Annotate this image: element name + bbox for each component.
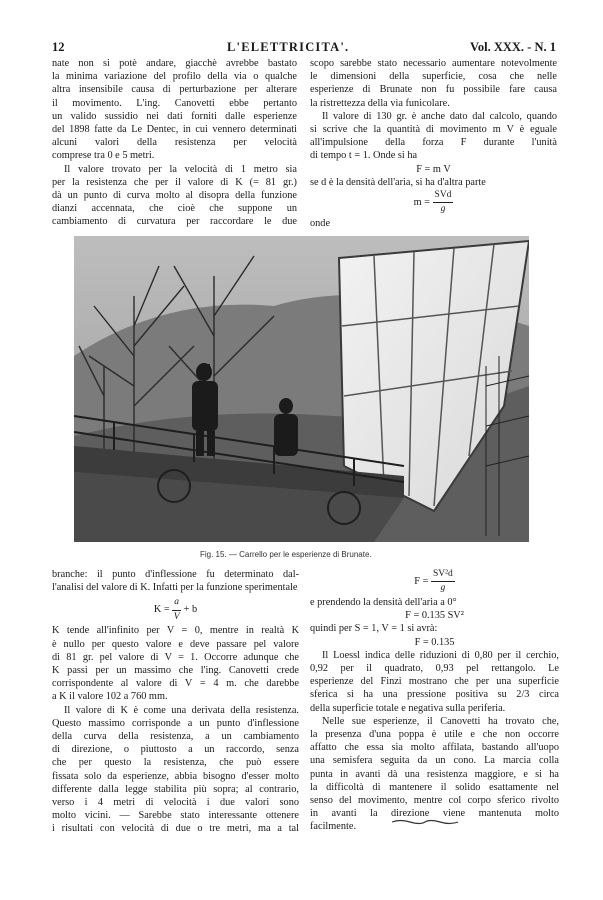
text-line: e prendendo la densità dell'aria a 0° — [310, 597, 457, 608]
text-line: di 81 gr. pel valore di V = 1. Occorre adunque che — [52, 651, 299, 663]
photograph-cart — [74, 236, 529, 542]
text-line: del 1898 fatte da Le Dentec, in cui vennero determinati — [52, 124, 297, 136]
text-line: della curva della resistenza, a un cambiamento — [52, 731, 299, 743]
page-number: 12 — [52, 40, 65, 54]
text-line: Il valore di 130 gr. è anche dato dal calcolo, quando — [322, 110, 557, 122]
text-line: scopo sarebbe stato necessario aumentare notevolmente — [310, 58, 557, 69]
column-bottom-right — [310, 568, 559, 834]
equation-fraction — [431, 568, 455, 595]
page-header — [52, 40, 556, 56]
volume-issue: Vol. XXX. - N. 1 — [470, 40, 556, 54]
fraction-numerator: SV²d — [431, 568, 455, 582]
text-line: sferica si ha una pressione positiva su 2/3 circa — [310, 689, 559, 701]
text-line: Il Loessl indica delle riduzioni di 0,80 per il cerchio, — [322, 649, 559, 661]
text-line: se d è la densità dell'aria, si ha d'altra parte — [310, 176, 486, 188]
text-line: comprese tra 0 e 5 metri. — [52, 150, 155, 162]
text-line: K passi per un massimo che l'ing. Canovetti crede — [52, 665, 299, 677]
text-line: branche: il punto d'inflessione fu determinato dal- — [52, 569, 299, 580]
fraction-denominator: g — [440, 204, 446, 215]
text-line: la presenza d'una poppa è utile e che non occorre — [310, 729, 559, 741]
text-line: nate non si potè andare, giacchè avrebbe bastato — [52, 58, 297, 69]
text-line: senso del movimento, mentre col corpo sferico rivolto — [310, 795, 559, 807]
text-line: una semisfera seguita da un cono. La marcia colla — [310, 755, 559, 767]
text-line: corrispondente al valore di V = 4 m. che darebbe — [52, 678, 299, 690]
text-line: 0,92 per il quadrato, 0,93 pel rettangolo. Le — [310, 663, 559, 675]
text-line: K tende all'infinito per V = 0, mentre in realtà K — [52, 625, 299, 637]
text-line: le dimensioni della superficie, cosa che nelle — [310, 71, 557, 83]
text-line: onde — [310, 218, 331, 230]
text-line: in avanti la direzione viene mantenuta molto — [310, 808, 559, 820]
text-line: per la resistenza che per il valore di K (= 81 gr.) — [52, 176, 297, 188]
text-line: la ristrettezza della via funicolare. — [310, 97, 450, 109]
text-line: affatto che essa sia molto affilata, bastando all'uopo — [310, 742, 559, 754]
text-line: della superficie totale e negativa sulla periferia. — [310, 702, 506, 714]
equation-force — [310, 568, 559, 596]
text-line: la minima variazione del profilo della via o qualche — [52, 71, 297, 83]
text-line: si scrive che la quantità di movimento m V è eguale — [310, 124, 557, 136]
end-ornament — [390, 818, 460, 826]
fraction-denominator: g — [440, 583, 446, 594]
text-line: di tempo t = 1. Onde si ha — [310, 150, 418, 162]
text-line: cambiamento di curvatura per raccordare le due — [52, 216, 297, 228]
text-line: verso i 4 metri di velocità i due valori sono — [52, 797, 299, 809]
text-line: il movimento. L'ing. Canovetti ebbe pertanto — [52, 97, 297, 109]
text-line: di direzione, o piuttosto a un raccordo, senza — [52, 744, 299, 756]
column-bottom-left — [52, 568, 299, 836]
text-line: differente dalla legge stabilita più sopra; al contrario, — [52, 783, 299, 795]
text-line: esperienze del Finzi mostrano che per una superficie — [310, 676, 559, 688]
text-line: che per questo la resistenza, che può essere — [52, 757, 299, 769]
photo-illustration — [74, 236, 529, 542]
text-line: un valido sussidio nei dati forniti dalle esperienze — [52, 110, 297, 122]
text-line: Il valore trovato per la velocità di 1 metro sia — [64, 163, 297, 175]
equation-mass — [310, 189, 557, 215]
equation-rhs: + b — [183, 604, 198, 616]
text-line: la difficoltà di mantenere il solido esattamente nel — [310, 781, 559, 793]
text-line: è nullo per questo valore e deve passare pel valore — [52, 638, 299, 650]
equation-lhs: F = — [414, 576, 429, 588]
text-line: all'impulsione della forza F durante l'unità — [310, 137, 557, 149]
text-line: a K il valore 102 a 760 mm. — [52, 691, 168, 703]
text-line: l'analisi del valore di K. Infatti per la funzione sperimentale — [52, 582, 298, 594]
column-top-left — [52, 57, 297, 229]
text-line: esperienze di Brunate non fu possibile fare causa — [310, 84, 557, 96]
equation-lhs: m = — [413, 197, 430, 209]
text-line: dà un punto di curva molto al disopra della funzione — [52, 190, 297, 202]
equation-f-coefficient: F = 0.135 SV² — [405, 610, 464, 622]
figure-caption: Fig. 15. — Carrello per le esperienze di Brunate. — [200, 550, 372, 559]
equation-f-result: F = 0.135 — [414, 636, 455, 648]
journal-title: L'ELETTRICITA'. — [227, 40, 350, 54]
text-line: altra insensibile causa di perturbazione per alterare — [52, 84, 297, 96]
equation-f-mv: F = m V — [416, 163, 451, 175]
text-line: Il valore di K è come una derivata della resistenza. — [64, 704, 299, 716]
column-top-right — [310, 57, 557, 230]
equation-fraction — [433, 189, 454, 216]
text-line: alcuni valori della resistenza per velocità — [52, 137, 297, 149]
equation-lhs: K = — [153, 604, 173, 616]
text-line: Nelle sue esperienze, il Canovetti ha trovato che, — [322, 715, 559, 727]
text-line: i risultati con velocità di due o tre metri, ma a tal — [52, 823, 299, 835]
equation-fraction — [172, 596, 181, 623]
text-line: fissata solo da esperienze, abbia bisogno d'esser molto — [52, 770, 299, 782]
text-line: molto vicini. — Sarebbe stato interessante ottenere — [52, 810, 299, 822]
text-line: Questo massimo corrisponde a un punto d'inflessione — [52, 717, 299, 729]
equation-k — [52, 594, 299, 624]
text-line: facilmente. — [310, 821, 357, 833]
text-line: quindi per S = 1, V = 1 si avrà: — [310, 623, 438, 635]
text-line: punta in avanti dà una resistenza maggiore, e si ha — [310, 768, 559, 780]
text-line: dianzi accennata, che cioè che suppone un — [52, 203, 297, 215]
fraction-numerator: a — [172, 596, 181, 610]
fraction-numerator: SVd — [433, 189, 454, 203]
fraction-denominator: V — [173, 611, 180, 622]
